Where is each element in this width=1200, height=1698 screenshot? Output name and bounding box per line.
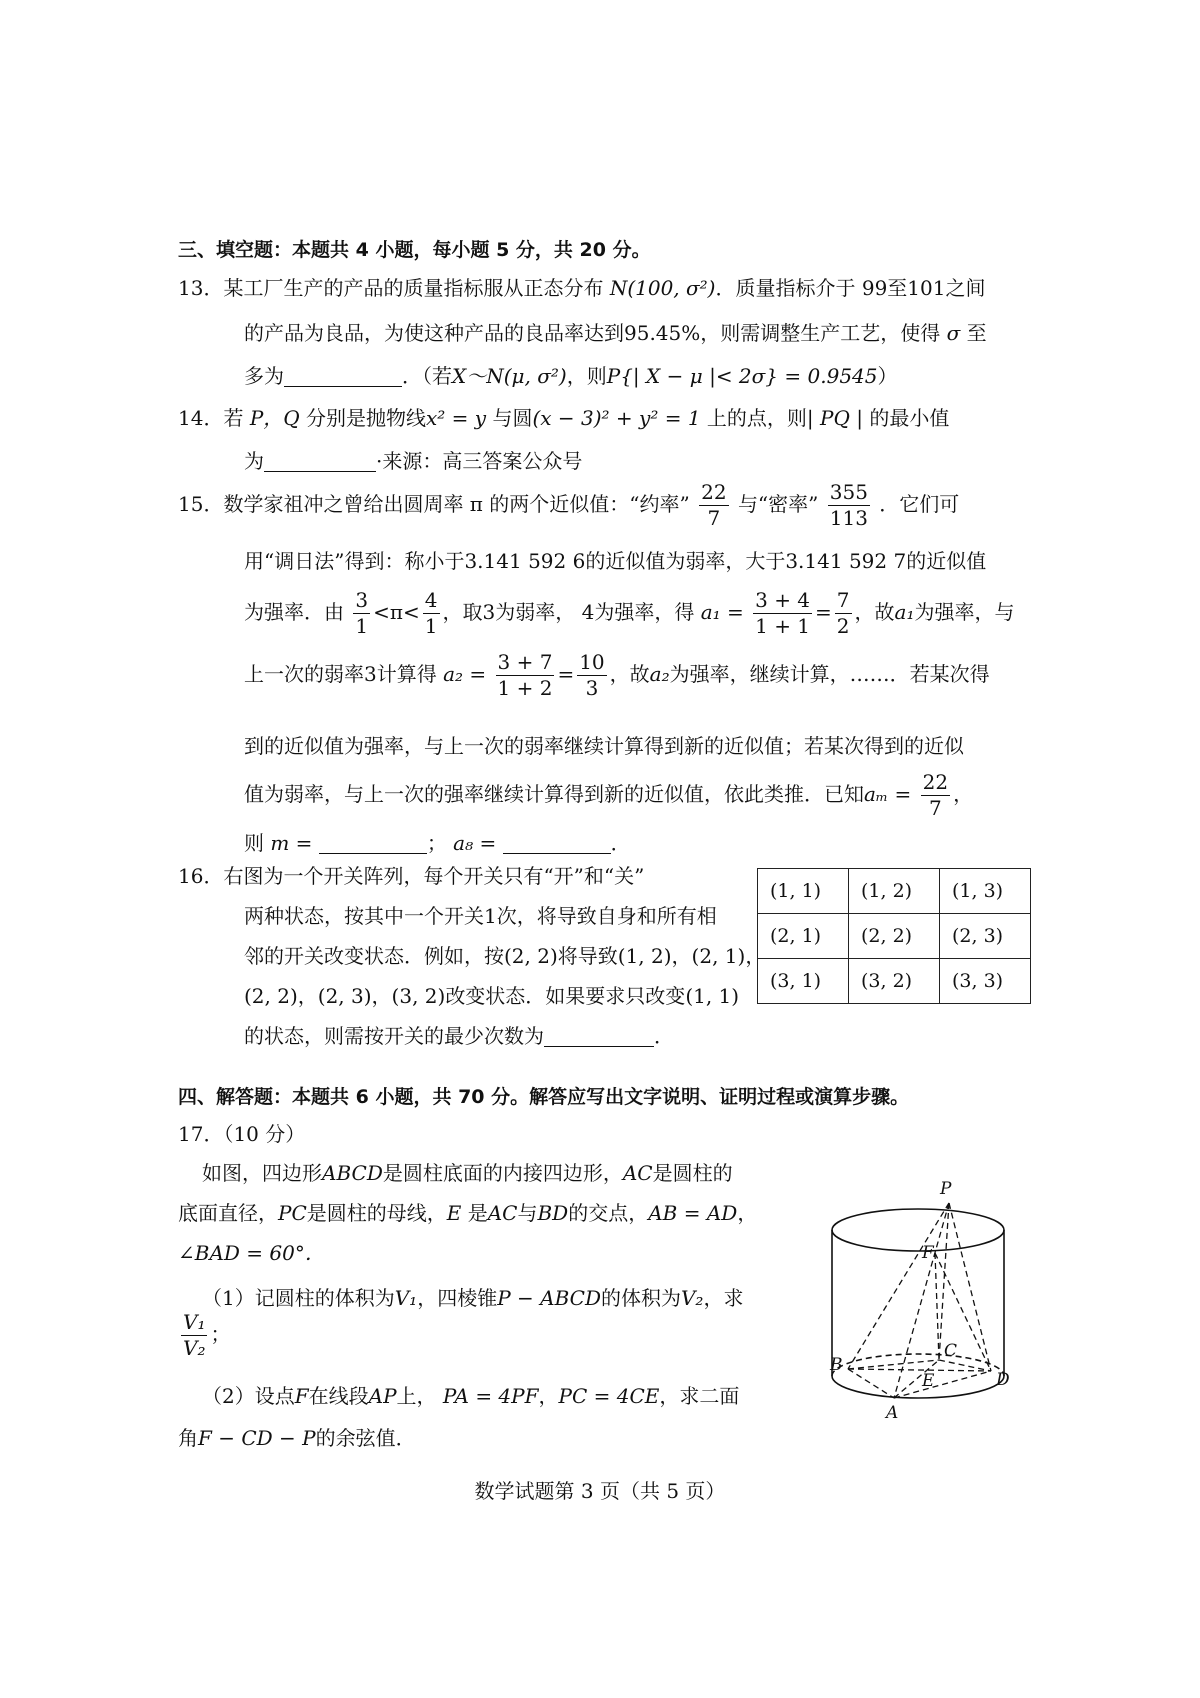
edge-BD (848, 1369, 991, 1371)
q13-number: 13． (178, 276, 224, 300)
fraction: $\frac{3 + 7}{1 + 2}$ (497, 650, 553, 700)
fraction: $\frac{22}{7}$ (922, 770, 949, 820)
answer-blank[interactable] (264, 453, 376, 472)
edge-PB (848, 1203, 949, 1369)
label-F: F (922, 1243, 934, 1263)
edge-CD (939, 1360, 991, 1371)
label-B: B (830, 1355, 843, 1375)
edge-BC (848, 1360, 939, 1369)
switch-array-table (757, 868, 1031, 1004)
switch-cell: (1, 1) (758, 869, 849, 914)
q14-number: 14． (178, 406, 224, 430)
label-C: C (944, 1341, 958, 1361)
q17-line3: ∠BAD = 60°． (178, 1241, 325, 1265)
switch-cell: (2, 2) (849, 914, 940, 959)
fraction: $\frac{\text{V₁}}{\text{V₂}}$ (183, 1310, 206, 1360)
answer-blank[interactable] (284, 368, 402, 387)
q15-line4: 上一次的弱率3计算得 a₂ = $\frac{3 + 7}{1 + 2}$ = $\frac{10}{3}$ ，故a₂为强率，继续计算，……．若某次得 (244, 650, 990, 700)
label-D: D (996, 1370, 1010, 1390)
q13-line2: 的产品为良品，为使这种产品的良品率达到95.45%，则需调整生产工艺，使得 σ 至 (244, 321, 987, 345)
switch-cell: (2, 1) (758, 914, 849, 959)
answer-blank[interactable] (319, 835, 427, 854)
fraction: $\frac{3 + 4}{1 + 1}$ (755, 588, 811, 638)
q15-number: 15． (178, 492, 224, 516)
q15-line7: 则 m = ； a₈ = ． (244, 831, 631, 855)
edge-PA (894, 1203, 949, 1398)
q15-line1: 15．数学家祖冲之曾给出圆周率 π 的两个近似值：“约率” $\frac{22}{7}$ 与“密率” $\frac{355}{113}$ ．它们可 (178, 480, 960, 530)
label-P: P (940, 1180, 952, 1199)
q17-part1: （1）记圆柱的体积为V₁，四棱锥P − ABCD的体积为V₂，求 (202, 1286, 744, 1310)
q17-part1-fraction: $\frac{\text{V₁}}{\text{V₂}}$ ； (183, 1310, 231, 1360)
q15-line6: 值为弱率，与上一次的强率继续计算得到新的近似值，依此类推．已知aₘ = $\frac{22}{7}$ ， (244, 770, 974, 820)
bottom-front-arc (832, 1376, 1004, 1398)
switch-cell: (1, 2) (849, 869, 940, 914)
edge-FC (935, 1253, 939, 1360)
fraction: $\frac{355}{113}$ (829, 480, 868, 530)
top-ellipse (832, 1209, 1004, 1251)
switch-cell: (2, 3) (940, 914, 1031, 959)
answer-blank[interactable] (544, 1028, 654, 1047)
edge-AD (894, 1371, 991, 1398)
q16-number: 16． (178, 864, 224, 888)
fraction: $\frac{3}{1}$ (355, 588, 369, 638)
q14-line2: 为 ·来源：高三答案公众号 (244, 449, 583, 473)
cylinder-figure (826, 1180, 1024, 1450)
q15-line3: 为强率．由 $\frac{3}{1}$ <π< $\frac{4}{1}$ ，取3为弱率， 4为强率，得 a₁ = $\frac{3 + 4}{1 + 1}$ = $\frac{7}{2}$ ，故a₁为强率，与 (244, 588, 1015, 638)
section-3-heading: 三、填空题：本题共 4 小题，每小题 5 分，共 20 分。 (178, 239, 651, 261)
q17-line1: 如图，四边形ABCD是圆柱底面的内接四边形，AC是圆柱的 (202, 1161, 733, 1185)
q16-line2: 两种状态，按其中一个开关1次，将导致自身和所有相 (244, 904, 717, 928)
page-footer: 数学试题第 3 页（共 5 页） (474, 1479, 726, 1503)
q16-line3: 邻的开关改变状态．例如，按(2, 2)将导致(1, 2)，(2, 1)， (244, 944, 766, 968)
switch-cell: (3, 2) (849, 959, 940, 1004)
q14-line1: 14．若 P，Q 分别是抛物线x² = y 与圆(x − 3)² + y² = 1 上的点，则| PQ | 的最小值 (178, 406, 950, 430)
switch-cell: (3, 1) (758, 959, 849, 1004)
q17-part2-cont: 角F − CD − P的余弦值． (178, 1426, 416, 1450)
q16-line5: 的状态，则需按开关的最少次数为 ． (244, 1024, 674, 1048)
q17-line2: 底面直径，PC是圆柱的母线，E 是AC与BD的交点，AB = AD， (178, 1201, 758, 1225)
q16-line4: (2, 2)，(2, 3)，(3, 2)改变状态．如果要求只改变(1, 1) (244, 984, 740, 1008)
q15-line5: 到的近似值为强率，与上一次的弱率继续计算得到新的近似值；若某次得到的近似 (244, 734, 964, 758)
label-E: E (922, 1371, 935, 1391)
edge-BA (848, 1369, 894, 1398)
section-4-heading: 四、解答题：本题共 6 小题，共 70 分。解答应写出文字说明、证明过程或演算步骤。 (178, 1086, 910, 1108)
q13-line1: 13．某工厂生产的产品的质量指标服从正态分布 N(100, σ²)．质量指标介于 99至101之间 (178, 276, 986, 300)
fraction: $\frac{10}{3}$ (579, 650, 605, 700)
q16-line1: 16．右图为一个开关阵列，每个开关只有“开”和“关” (178, 864, 645, 888)
fraction: $\frac{22}{7}$ (701, 480, 727, 530)
switch-cell: (1, 3) (940, 869, 1031, 914)
label-A: A (886, 1403, 899, 1423)
answer-blank[interactable] (503, 835, 611, 854)
edge-PC (939, 1203, 949, 1360)
q17-part2: （2）设点F在线段AP上， PA = 4PF，PC = 4CE，求二面 (202, 1384, 740, 1408)
q15-line2: 用“调日法”得到：称小于3.141 592 6的近似值为弱率，大于3.141 592 7的近似值 (244, 549, 987, 573)
q17-line0: 17．（10 分） (178, 1122, 306, 1146)
bottom-back-arc (832, 1354, 1004, 1376)
q17-number: 17． (178, 1122, 224, 1146)
fraction: $\frac{4}{1}$ (424, 588, 438, 638)
q13-line3: 多为 ．（若X～N(μ, σ²)，则P{| X − μ |< 2σ} = 0.9545） (244, 364, 898, 388)
switch-cell: (3, 3) (940, 959, 1031, 1004)
fraction: $\frac{7}{2}$ (836, 588, 850, 638)
